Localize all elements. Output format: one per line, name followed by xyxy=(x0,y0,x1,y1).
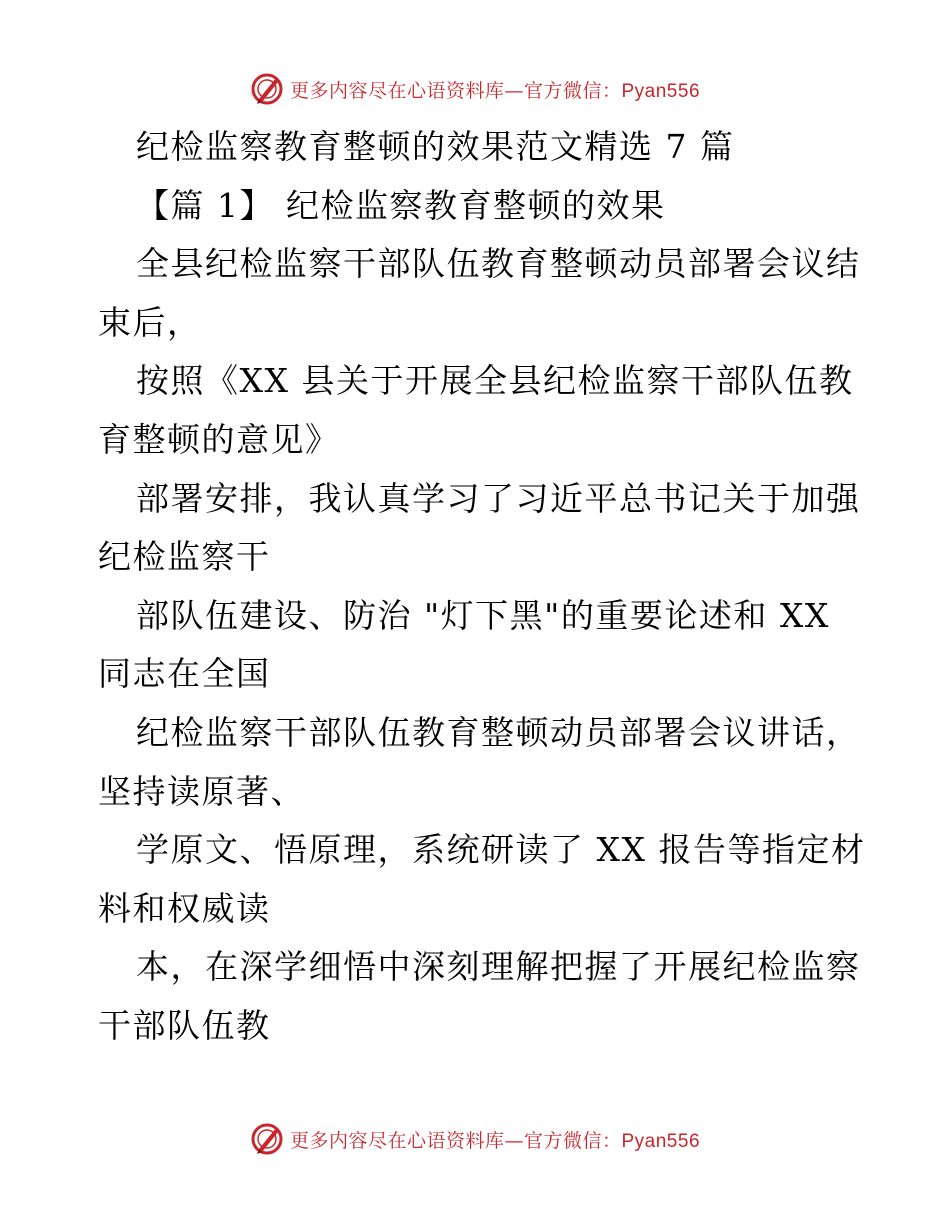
paragraph-line: 育整顿的意见》 xyxy=(98,419,340,459)
paragraph-line: 同志在全国 xyxy=(98,654,271,694)
paragraph-line: 本，在深学细悟中深刻理解把握了开展纪检监察 xyxy=(136,947,861,987)
pen-seal-logo-icon xyxy=(250,1122,284,1156)
document-body xyxy=(98,118,866,1056)
paragraph-line: 纪检监察干 xyxy=(98,537,271,577)
paragraph-line: 按照《XX 县关于开展全县纪检监察干部队伍教 xyxy=(136,361,854,401)
banner-text: 更多内容尽在心语资料库—官方微信：Pyan556 xyxy=(289,1129,701,1152)
paragraph-line: 纪检监察干部队伍教育整顿动员部署会议讲话， xyxy=(136,712,861,752)
document-title: 纪检监察教育整顿的效果范文精选 7 篇 xyxy=(136,127,735,166)
header-banner xyxy=(0,72,950,106)
wechat-id: Pyan556 xyxy=(621,80,701,102)
paragraph-line: 部署安排，我认真学习了习近平总书记关于加强 xyxy=(136,478,861,518)
paragraph-line: 学原文、悟原理，系统研读了 XX 报告等指定材 xyxy=(136,830,866,870)
paragraph-line: 部队伍建设、防治 "灯下黑"的重要论述和 XX xyxy=(136,595,830,635)
section-heading: 【篇 1】 纪检监察教育整顿的效果 xyxy=(136,185,666,225)
paragraph-line: 束后， xyxy=(98,302,202,342)
paragraph-line: 料和权威读 xyxy=(98,888,271,928)
pen-seal-logo-icon xyxy=(250,72,284,106)
paragraph-line: 干部队伍教 xyxy=(98,1005,271,1045)
footer-banner xyxy=(0,1122,950,1156)
paragraph-line: 坚持读原著、 xyxy=(98,771,305,811)
wechat-id: Pyan556 xyxy=(621,1130,701,1152)
banner-text: 更多内容尽在心语资料库—官方微信：Pyan556 xyxy=(289,79,701,102)
paragraph-line: 全县纪检监察干部队伍教育整顿动员部署会议结 xyxy=(136,244,861,284)
